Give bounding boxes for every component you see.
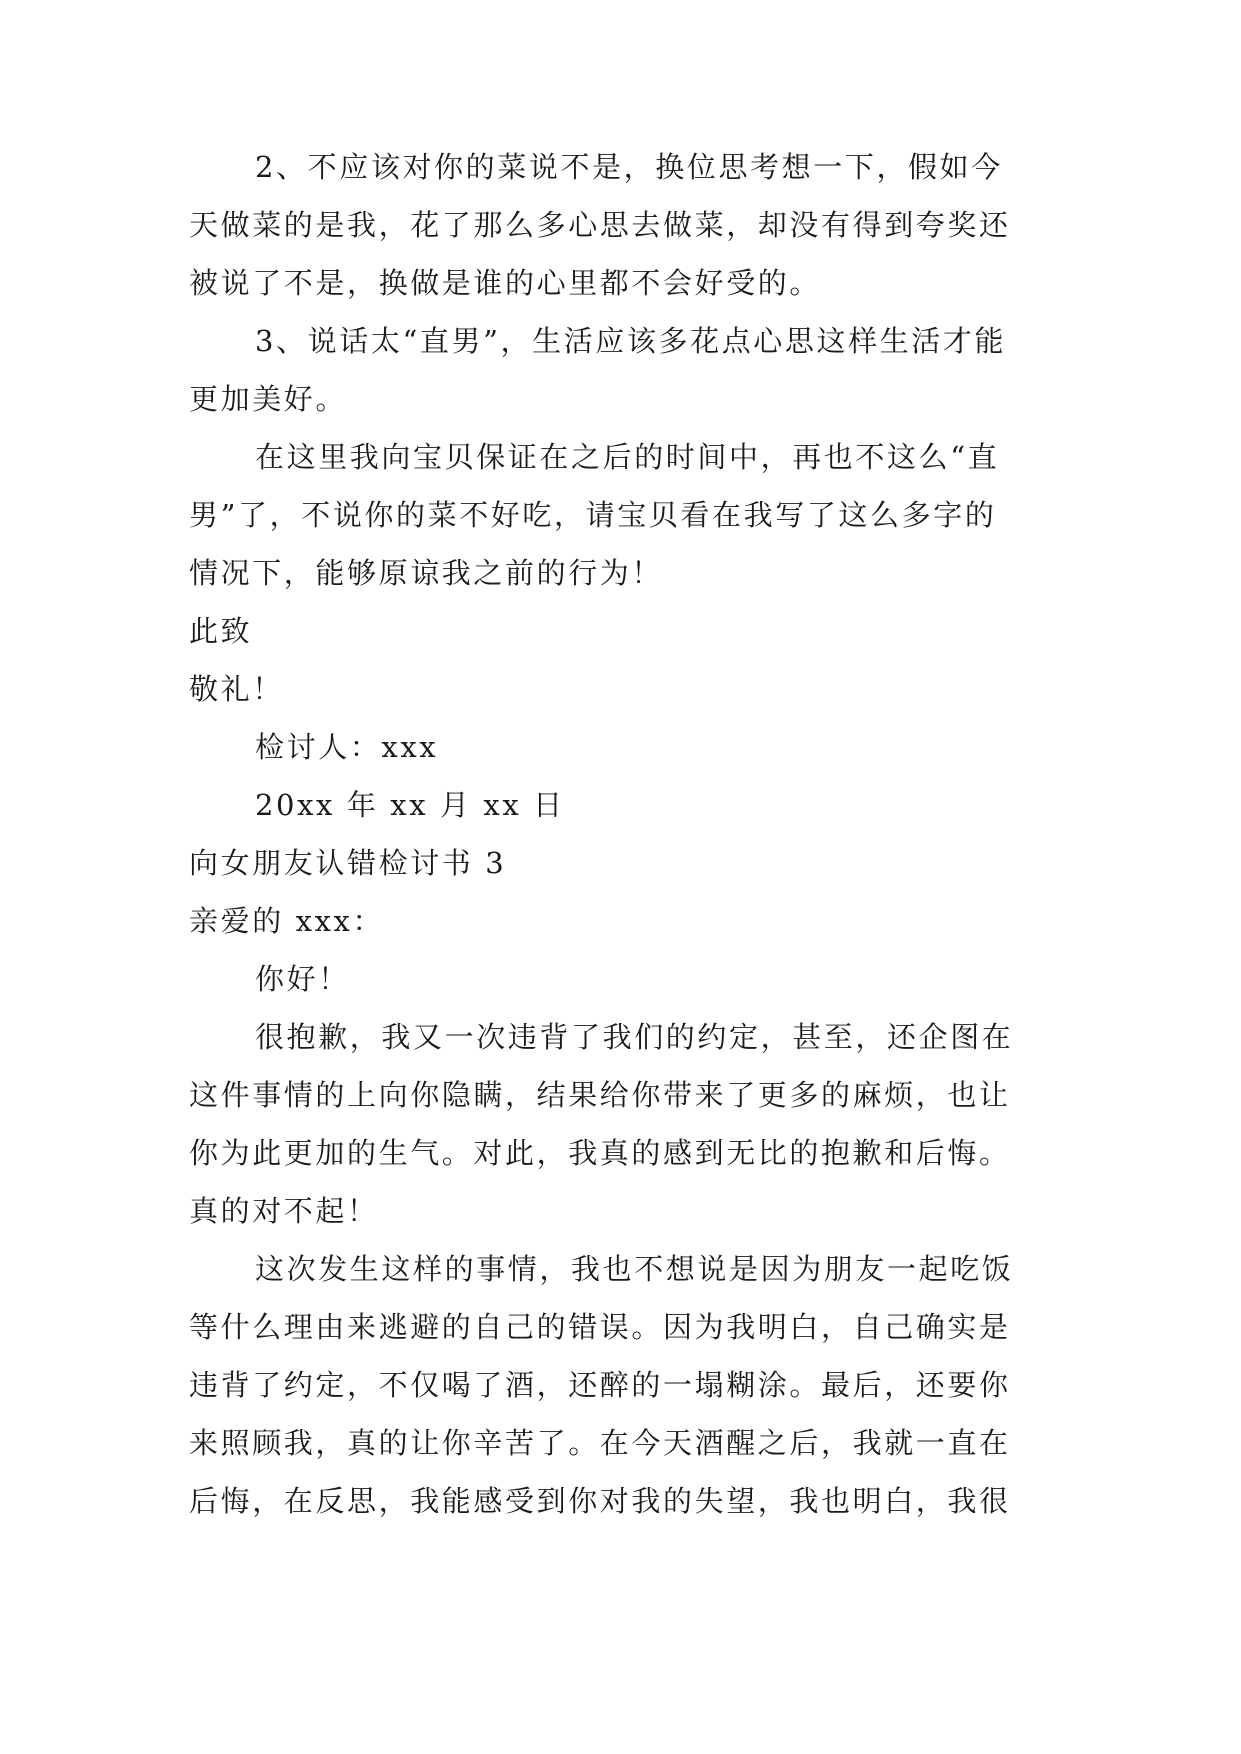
paragraph-line: 男”了，不说你的菜不好吃，请宝贝看在我写了这么多字的 [189, 498, 997, 532]
signature-author: 检讨人：xxx [255, 730, 439, 764]
paragraph-line: 情况下，能够原谅我之前的行为！ [189, 556, 664, 590]
letter-greeting: 亲爱的 xxx： [189, 904, 385, 938]
section-heading: 向女朋友认错检讨书 3 [189, 846, 507, 880]
paragraph-line: 在这里我向宝贝保证在之后的时间中，再也不这么“直 [255, 440, 1000, 474]
paragraph-line: 2、不应该对你的菜说不是，换位思考想一下，假如今 [255, 150, 1003, 184]
letter-hello: 你好！ [255, 962, 350, 996]
paragraph-line: 3、说话太“直男”，生活应该多花点心思这样生活才能 [255, 324, 1007, 358]
paragraph-line: 等什么理由来逃避的自己的错误。因为我明白，自己确实是 [189, 1310, 1011, 1344]
paragraph-line: 违背了约定，不仅喝了酒，还醉的一塌糊涂。最后，还要你 [189, 1368, 1011, 1402]
signature-date: 20xx 年 xx 月 xx 日 [255, 788, 565, 822]
paragraph-line: 天做菜的是我，花了那么多心思去做菜，却没有得到夸奖还 [189, 208, 1011, 242]
closing-regards: 敬礼！ [189, 672, 284, 706]
paragraph-line: 这次发生这样的事情，我也不想说是因为朋友一起吃饭 [255, 1252, 1014, 1286]
paragraph-line: 很抱歉，我又一次违背了我们的约定，甚至，还企图在 [255, 1020, 1014, 1054]
closing-salutation: 此致 [189, 614, 253, 648]
paragraph-line: 更加美好。 [189, 382, 348, 416]
paragraph-line: 来照顾我，真的让你辛苦了。在今天酒醒之后，我就一直在 [189, 1426, 1011, 1460]
paragraph-line: 这件事情的上向你隐瞒，结果给你带来了更多的麻烦，也让 [189, 1078, 1011, 1112]
paragraph-line: 后悔，在反思，我能感受到你对我的失望，我也明白，我很 [189, 1484, 1011, 1518]
paragraph-line: 你为此更加的生气。对此，我真的感到无比的抱歉和后悔。 [189, 1136, 1011, 1170]
document-body [189, 138, 1069, 1530]
paragraph-line: 被说了不是，换做是谁的心里都不会好受的。 [189, 266, 822, 300]
paragraph-line: 真的对不起！ [189, 1194, 379, 1228]
